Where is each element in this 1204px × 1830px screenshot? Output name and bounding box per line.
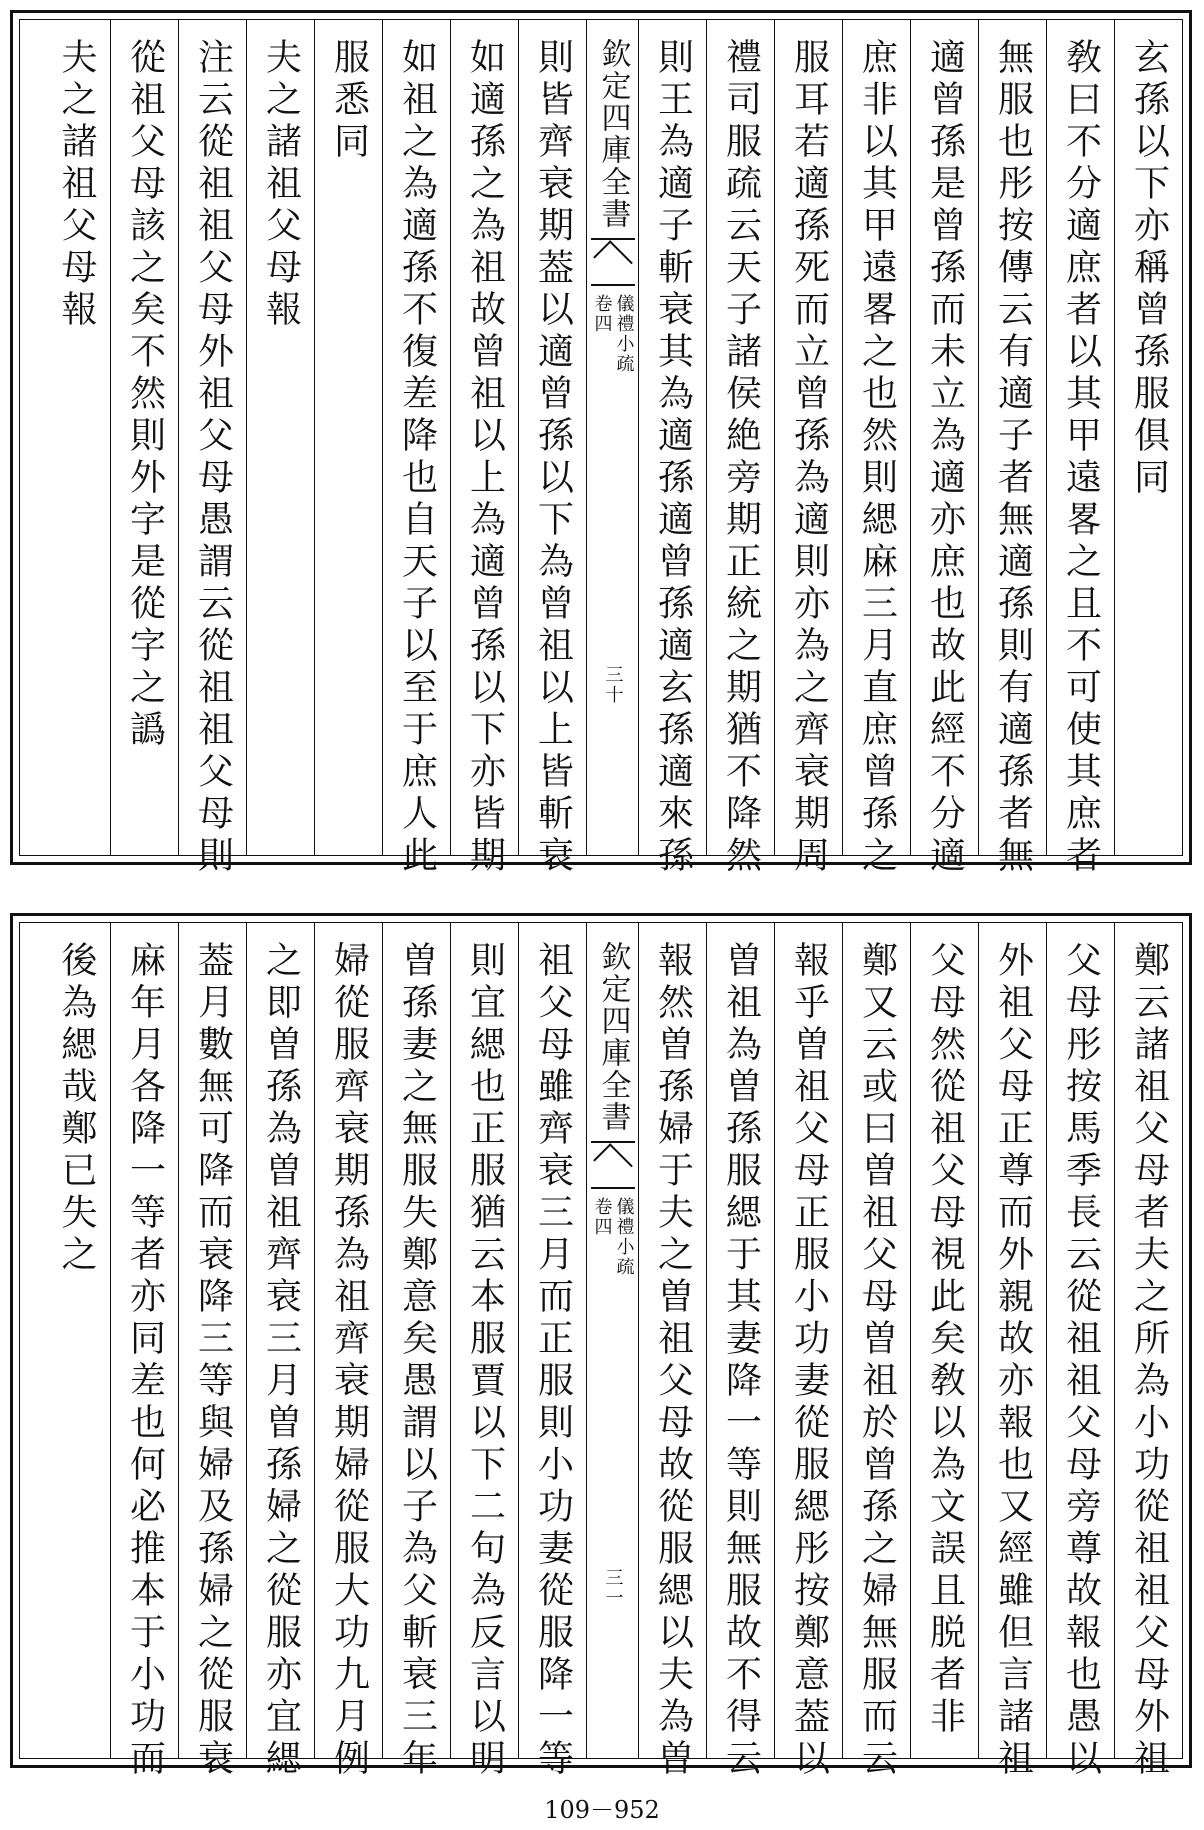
page-footer-number: 109－952 (544, 1796, 660, 1824)
leaf-number: 三十 (602, 665, 624, 705)
leaf-number: 三一 (602, 1568, 624, 1608)
book-info (593, 1197, 633, 1277)
column-text: 如適孫之為祖故曾祖以上為適曾孫以下亦皆期 (464, 38, 506, 878)
collection-title: 欽定四庫全書 (595, 941, 631, 1133)
center-fold-column (586, 20, 638, 855)
column-text: 服耳若適孫死而立曾孫為適則亦為之齊衰期周 (788, 38, 830, 878)
column-text: 服悉同 (328, 38, 370, 164)
column-text: 曽祖為曽孫服緦于其妻降一等則無服故不得云 (720, 941, 762, 1781)
text-column (842, 923, 910, 1781)
top-page (10, 10, 1192, 878)
column-text: 婦從服齊衰期孫為祖齊衰期婦從服大功九月例 (328, 941, 370, 1781)
fish-tail-mark-icon (591, 238, 635, 286)
text-column (1114, 20, 1182, 855)
volume-label: 卷四 (591, 1197, 613, 1237)
column-text: 曽孫妻之無服失鄭意矣愚謂以子為父斬衰三年 (396, 941, 438, 1781)
text-column (450, 20, 518, 878)
text-column (978, 923, 1046, 1781)
column-text: 適曾孫是曾孫而未立為適亦庶也故此經不分適 (924, 38, 966, 878)
text-column (450, 923, 518, 1781)
text-column (246, 923, 314, 1781)
text-column (638, 20, 706, 878)
volume-label: 卷四 (591, 294, 613, 334)
column-text: 麻年月各降一等者亦同差也何必推本于小功而 (124, 941, 166, 1781)
text-column (246, 20, 314, 855)
text-column (178, 923, 246, 1781)
text-column (910, 20, 978, 878)
column-text: 則皆齊衰期葢以適曾孫以下為曾祖以上皆斬衰 (532, 38, 574, 878)
text-column (774, 923, 842, 1781)
text-column (110, 20, 178, 855)
bottom-page (10, 913, 1192, 1781)
column-text: 葢月數無可降而衰降三等與婦及孫婦之從服衰 (192, 941, 234, 1781)
column-text: 從祖父母該之矣不然則外字是從字之譌 (124, 38, 166, 752)
top-page-frame (19, 19, 1183, 878)
text-column (314, 20, 382, 855)
text-column (110, 923, 178, 1781)
column-text: 敎曰不分適庶者以其甲遠畧之且不可使其庶者 (1060, 38, 1102, 878)
column-text: 禮司服疏云天子諸侯絶旁期正統之期猶不降然 (720, 38, 762, 878)
book-title: 儀禮小疏 (613, 294, 635, 374)
text-column (178, 20, 246, 878)
column-text: 注云從祖祖父母外祖父母愚謂云從祖祖父母則 (192, 38, 234, 878)
column-text: 祖父母雖齊衰三月而正服則小功妻從服降一等 (532, 941, 574, 1781)
text-column (42, 20, 110, 855)
bottom-page-frame (19, 922, 1183, 1781)
column-text: 父母彤按馬季長云從祖祖父母旁尊故報也愚以 (1060, 941, 1102, 1781)
text-column (978, 20, 1046, 878)
column-text: 無服也彤按傳云有適子者無適孫則有適孫者無 (992, 38, 1034, 878)
column-text: 夫之諸祖父母報 (260, 38, 302, 332)
column-text: 鄭云諸祖父母者夫之所為小功從祖祖父母外祖 (1128, 941, 1170, 1781)
column-text: 報乎曽祖父母正服小功妻從服緦彤按鄭意葢以 (788, 941, 830, 1781)
collection-title: 欽定四庫全書 (595, 38, 631, 230)
column-text: 之即曽孫為曽祖齊衰三月曽孫婦之從服亦宜緦 (260, 941, 302, 1781)
text-column (1114, 923, 1182, 1781)
column-text: 則宜緦也正服猶云本服賈以下二句為反言以明 (464, 941, 506, 1781)
text-column (518, 923, 586, 1781)
column-text: 外祖父母正尊而外親故亦報也又經雖但言諸祖 (992, 941, 1034, 1781)
column-text: 夫之諸祖父母報 (56, 38, 97, 332)
column-text: 如祖之為適孫不復差降也自天子以至于庶人此 (396, 38, 438, 878)
text-column (842, 20, 910, 878)
text-column (706, 20, 774, 878)
column-text: 鄭又云或曰曽祖父母曽祖於曾孫之婦無服而云 (856, 941, 898, 1781)
text-column (382, 923, 450, 1781)
text-column (638, 923, 706, 1781)
text-column (314, 923, 382, 1781)
column-text: 庶非以其甲遠畧之也然則緦麻三月直庶曾孫之 (856, 38, 898, 878)
text-column (1046, 923, 1114, 1781)
text-column (42, 923, 110, 1758)
fish-tail-mark-icon (591, 1141, 635, 1189)
column-text: 則王為適子斬衰其為適孫適曾孫適玄孫適來孫 (652, 38, 694, 878)
column-text: 父母然從祖父母視此矣敎以為文誤且脱者非 (924, 941, 966, 1739)
text-column (706, 923, 774, 1781)
center-fold-column (586, 923, 638, 1758)
text-column (774, 20, 842, 878)
text-column (910, 923, 978, 1758)
column-text: 報然曽孫婦于夫之曽祖父母故從服緦以夫為曽 (652, 941, 694, 1781)
text-column (1046, 20, 1114, 878)
column-text: 玄孫以下亦稱曾孫服俱同 (1128, 38, 1170, 500)
book-title: 儀禮小疏 (613, 1197, 635, 1277)
text-column (382, 20, 450, 878)
book-info (593, 294, 633, 374)
text-column (518, 20, 586, 878)
column-text: 後為緦哉鄭已失之 (56, 941, 97, 1277)
